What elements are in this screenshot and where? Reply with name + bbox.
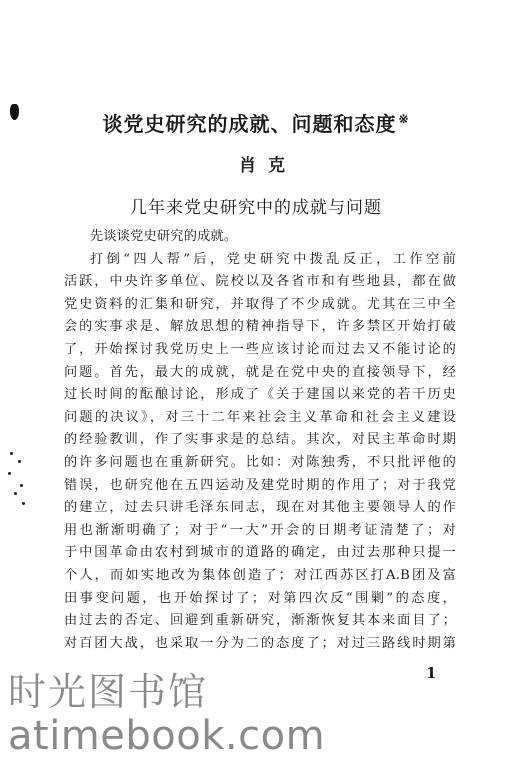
- text-line: 由过去的否定、回避到重新研究，渐渐恢复其本来面目了；: [64, 613, 456, 629]
- scan-specks: [6, 450, 28, 510]
- text-line: 打倒“四人帮”后，党史研究中拨乱反正，工作空前: [90, 251, 456, 267]
- text-line: 的许多问题也在重新研究。比如：对陈独秀，不只批评他的: [64, 454, 456, 470]
- text-line: 用也渐渐明确了；对于“一大”开会的日期考证清楚了；对: [64, 522, 456, 538]
- watermark-url: atimebook.com: [8, 713, 326, 759]
- text-line: 先谈谈党史研究的成就。: [90, 229, 238, 244]
- text-line: 活跃，中央许多单位、院校以及各省市和有些地县，都在做: [64, 274, 456, 290]
- text-line: 会的实事求是、解放思想的精神指导下，许多禁区开始打破: [64, 319, 456, 335]
- text-line: 了，开始探讨我党历史上一些应该讨论而过去又不能讨论的: [64, 341, 456, 357]
- section-heading: 几年来党史研究中的成就与问题: [130, 198, 382, 218]
- text-line: 的建立，过去只讲毛泽东同志，现在对其他主要领导人的作: [64, 500, 456, 516]
- text-line: 党史资料的汇集和研究，并取得了不少成就。尤其在三中全: [64, 296, 456, 312]
- page-number: 1: [426, 664, 437, 682]
- text-line: 错误，也研究他在五四运动及建党时期的作用了；对于我党: [64, 477, 456, 493]
- article-title: [0, 108, 512, 137]
- author-name: 肖克: [239, 156, 297, 176]
- body-text: [64, 226, 456, 655]
- watermark-chinese: 时光图书馆: [8, 670, 209, 714]
- text-line: 田事变问题，也开始探讨了；对第四次反“围剿”的态度，: [64, 590, 456, 606]
- footnote-mark: ※: [398, 112, 410, 127]
- text-line: 问题的决议》，对三十二年来社会主义革命和社会主义建设: [64, 409, 456, 425]
- text-line: 于中国革命由农村到城市的道路的确定，由过去那种只提一: [64, 545, 456, 561]
- text-line: 问题。首先，最大的成就，就是在党中央的直接领导下，经: [64, 364, 456, 380]
- text-line: 的经验教训，作了实事求是的总结。其次，对民主革命时期: [64, 432, 456, 448]
- text-line: 对百团大战，也采取一分为二的态度了；对过三路线时期第: [64, 635, 456, 651]
- text-line: 个人，而如实地改为集体创造了；对江西苏区打A.B团及富: [64, 567, 456, 583]
- text-line: 过长时间的酝酿讨论，形成了《关于建国以来党的若干历史: [64, 387, 456, 403]
- article-title-text: 谈党史研究的成就、问题和态度: [102, 112, 397, 136]
